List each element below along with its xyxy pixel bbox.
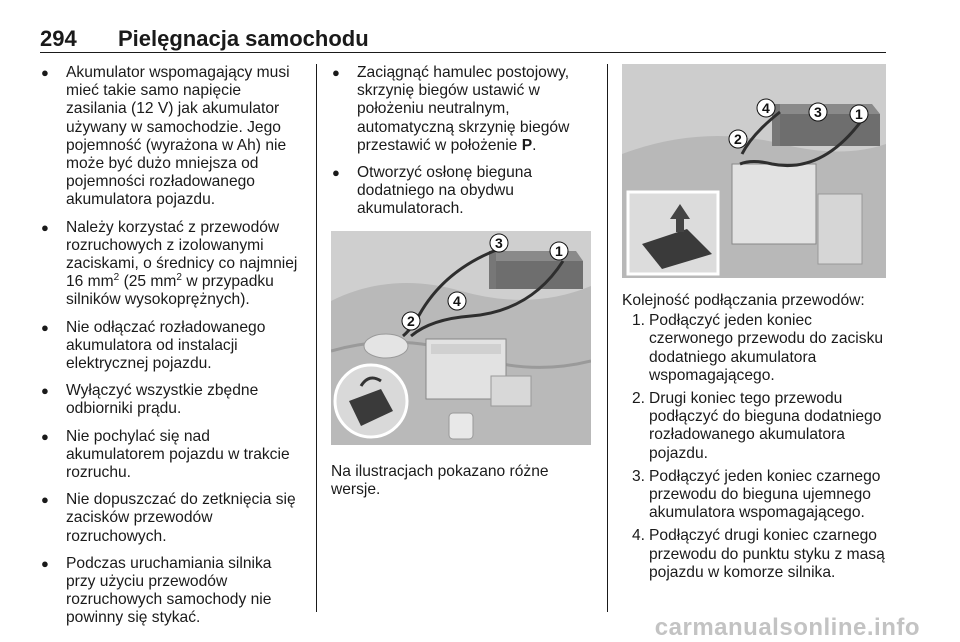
- figure-label: 1: [855, 106, 863, 122]
- preparation-list: [331, 64, 591, 219]
- list-item: ● Otworzyć osłonę bieguna dodatniego na obydwu akumulatorach.: [331, 164, 591, 219]
- steps-heading: Kolejność podłączania przewodów:: [622, 292, 865, 309]
- jump-start-illustration-alt: [622, 64, 886, 278]
- list-item: 4. Podłączyć drugi koniec czarnego przewodu do punktu styku z masą pojazdu w komorze silnika.: [632, 527, 885, 581]
- figure-label: 4: [453, 292, 461, 309]
- page-header: [40, 26, 886, 53]
- page-number: 294: [40, 26, 77, 51]
- column-divider: [607, 64, 608, 612]
- figure-caption: Na ilustracjach pokazano różne wersje.: [331, 462, 549, 498]
- list-item: 1. Podłączyć jeden koniec czerwonego przewodu do zacisku dodatniego akumulatora wspomagającego.: [632, 312, 884, 384]
- list-item: ● Zaciągnąć hamulec postojowy, skrzynię biegów ustawić w położeniu neutralnym, automatyczną skrzynię biegów przestawić w położenie P.: [331, 64, 591, 155]
- list-item: ● Wyłączyć wszystkie zbędne odbiorniki prądu.: [40, 382, 302, 418]
- watermark: carmanualsonline.info: [654, 614, 920, 641]
- column-divider: [316, 64, 317, 612]
- list-item: 3. Podłączyć jeden koniec czarnego przewodu do bieguna ujemnego akumulatora wspomagającego.: [632, 467, 881, 522]
- jump-start-illustration: [331, 231, 591, 445]
- column-left: [40, 64, 302, 637]
- figure-label: 2: [734, 131, 742, 147]
- figure-label: 2: [407, 312, 415, 329]
- donor-battery-icon: [489, 251, 583, 289]
- list-item: ● Podczas uruchamiania silnika przy użyciu przewodów rozruchowych samochody nie powinny się stykać.: [40, 555, 302, 628]
- list-item: ● Nie dopuszczać do zetknięcia się zacisków przewodów rozruchowych.: [40, 491, 302, 546]
- figure-label: 4: [762, 100, 770, 116]
- precautions-list: [40, 64, 302, 628]
- connection-steps: [622, 312, 890, 582]
- engine-bay-drawing: [331, 231, 591, 445]
- column-right: [622, 64, 890, 587]
- list-item: ● Nie pochylać się nad akumulatorem pojazdu w trakcie rozruchu.: [40, 428, 302, 483]
- figure-label: 3: [495, 234, 503, 251]
- list-item: ● Należy korzystać z przewodów rozruchowych z izolowanymi zaciskami, o średnicy co najmniej 16 $mm^2$ (25 $mm^2$ w przypadku silników wysokoprężnych).: [40, 219, 302, 310]
- list-item: ● Akumulator wspomagający musi mieć takie samo napięcie zasilania (12 V) jak akumulator używany w samochodzie. Jego pojemność (wyrażona w Ah) nie może być dużo mniejsza od pojemności rozładowanego akumulatora pojazdu.: [40, 64, 302, 210]
- column-middle: [331, 64, 591, 499]
- figure-label: 3: [814, 104, 822, 120]
- figure-label: 1: [555, 242, 563, 259]
- list-item: ● Nie odłączać rozładowanego akumulatora od instalacji elektrycznej pojazdu.: [40, 319, 302, 374]
- page-title: Pielęgnacja samochodu: [118, 26, 369, 51]
- engine-bay-drawing: [622, 64, 886, 278]
- list-item: 2. Drugi koniec tego przewodu podłączyć do bieguna dodatniego rozładowanego akumulatora pojazdu.: [632, 390, 882, 462]
